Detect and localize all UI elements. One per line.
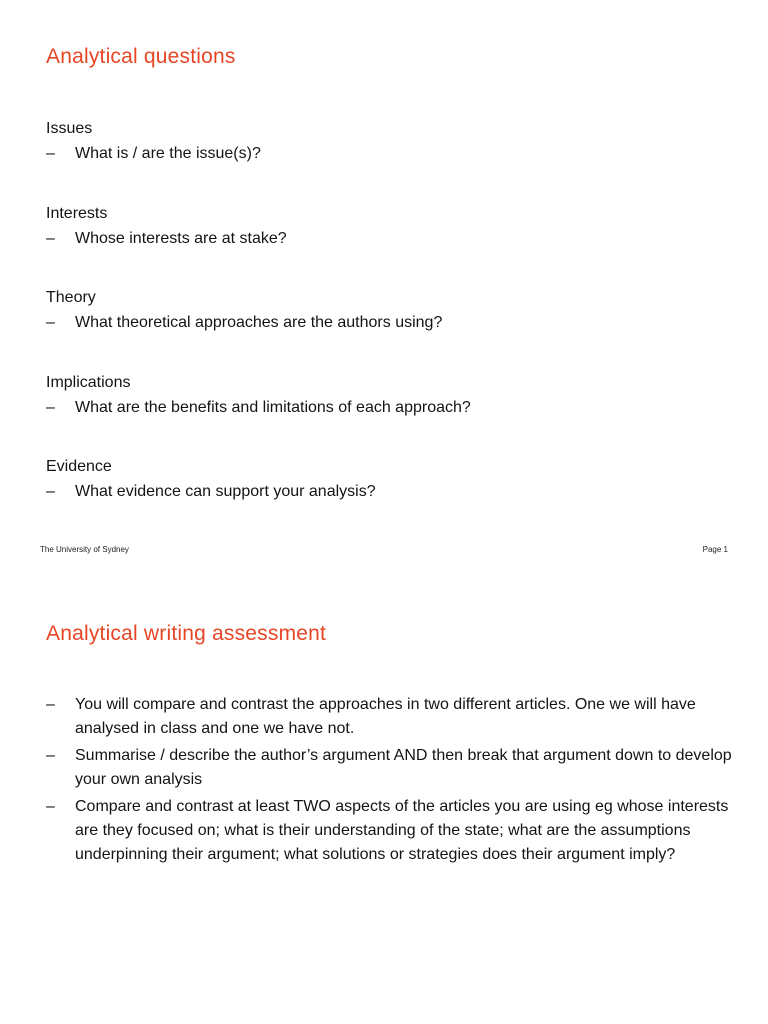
assessment-bullet-text: Compare and contrast at least TWO aspects of the articles you are using eg whose interests are they focused on; what is their understanding of the state; what are the assumptions underpinning their argument; what solutions or strategies does their argument imply? (75, 798, 729, 863)
question-bullet (46, 311, 736, 335)
question-heading: Evidence (46, 458, 112, 475)
question-bullet (46, 227, 736, 251)
question-bullet (46, 480, 736, 504)
dash-bullet-icon: – (46, 747, 55, 764)
question-text: What are the benefits and limitations of each approach? (75, 398, 471, 416)
assessment-bullet (46, 744, 736, 792)
question-text: What is / are the issue(s)? (75, 145, 261, 162)
question-bullet (46, 142, 736, 166)
dash-bullet-icon: – (46, 798, 55, 815)
footer-university: The University of Sydney (40, 545, 129, 554)
assessment-bullet (46, 795, 736, 867)
dash-bullet-icon: – (46, 483, 55, 500)
question-heading: Implications (46, 373, 131, 391)
dash-bullet-icon: – (46, 398, 55, 416)
question-item-implications (46, 370, 736, 455)
question-item-interests (46, 201, 736, 286)
question-text: What theoretical approaches are the authors using? (75, 314, 443, 331)
assessment-bullet-text: You will compare and contrast the approaches in two different articles. One we will have analysed in class and one we have not. (75, 696, 696, 737)
assessment-bullet-text: Summarise / describe the author’s argument AND then break that argument down to develop your own analysis (75, 747, 732, 788)
question-text: Whose interests are at stake? (75, 229, 287, 247)
dash-bullet-icon: – (46, 145, 55, 162)
question-heading: Interests (46, 204, 108, 222)
dash-bullet-icon: – (46, 229, 55, 247)
assessment-bullet (46, 693, 736, 741)
dash-bullet-icon: – (46, 696, 55, 713)
question-list (46, 116, 736, 539)
question-item-issues (46, 116, 736, 201)
question-item-evidence (46, 454, 736, 539)
dash-bullet-icon: – (46, 314, 55, 331)
question-bullet (46, 396, 736, 420)
question-heading: Theory (46, 289, 96, 306)
assessment-bullet-list (46, 693, 736, 870)
slide-title: Analytical questions (46, 45, 236, 68)
slide-analytical-writing-assessment (0, 575, 768, 1024)
footer-page-number: Page 1 (702, 545, 728, 554)
question-text: What evidence can support your analysis? (75, 483, 376, 500)
slide-title: Analytical writing assessment (46, 622, 327, 645)
question-heading: Issues (46, 120, 93, 137)
question-item-theory (46, 285, 736, 370)
